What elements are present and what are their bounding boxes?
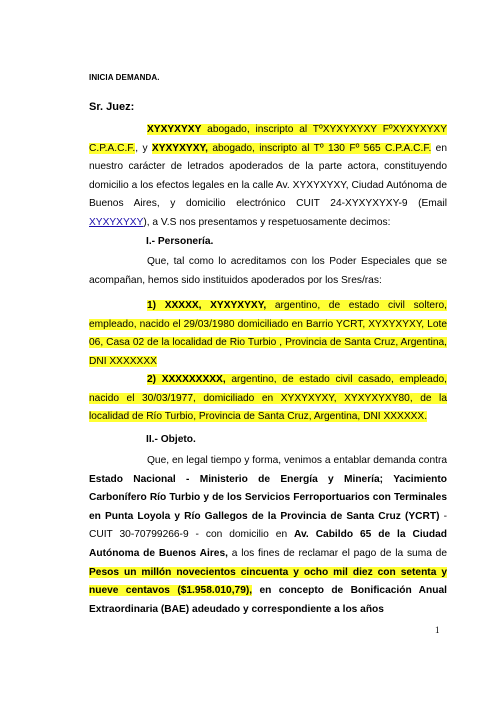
party-2-details: argentino, de estado civil casado, empleado, nacido el 30/03/1977, domiciliado en XYXYXYXY, XYXYXYXY80, de la localidad de Río Turbio, Provincia de Santa Cruz, Argentina, DNI XXXXXX. (89, 374, 447, 423)
document-header: INICIA DEMANDA. (89, 73, 160, 82)
intro-paragraph: XYXYXYXY abogado, inscripto al TºXYXYXYXY FºXYXYXYXY C.P.A.C.F., y XYXYXYXY, abogado, inscripto al Tº 130 Fº 565 C.P.A.C.F. en nuestro carácter de letrados apoderados de la parte actora, constituyendo domicilio a los efectos legales en la calle Av. XYXYXYXY, Ciudad Autónoma de Buenos Aires, y domicilio electrónico CUIT 24-XYXYXYXY-9 (Email XYXYXYXY), a V.S nos presentamos y respetuosamente decimos: (89, 124, 447, 228)
defendant-address: Av. Cabildo 65 de la Ciudad Autónoma de Buenos Aires, (89, 529, 447, 559)
party-1-label: 1) XXXXX, XYXYXYXY, (147, 300, 267, 311)
defendant-name: Estado Nacional - Ministerio de Energía y Minería; Yacimiento Carbonífero Río Turbio y de los Servicios Ferroportuarios con Terminales en Punta Loyola y Río Gallegos de la Provincia de Santa Cruz (YCRT) (89, 473, 447, 522)
party-2-label: 2) XXXXXXXXX, (147, 374, 226, 385)
party-2-paragraph (89, 371, 447, 427)
personeria-paragraph: Que, tal como lo acreditamos con los Poder Especiales que se acompañan, hemos sido instituidos apoderados por los Sres/ras: (89, 256, 447, 286)
lawyer-2-name: XYXYXYXY, (151, 142, 208, 154)
party-1-paragraph (89, 297, 447, 371)
party-1-details: argentino, de estado civil soltero, empleado, nacido el 29/03/1980 domiciliado en Barrio YCRT, XYXYXYXY, Lote 06, Casa 02 de la localidad de Rio Turbio , Provincia de Santa Cruz, Argentina, DNI XXXXXXX (89, 300, 447, 367)
lawyer-1-registration: abogado, inscripto al TºXYXYXYXY FºXYXYXYXY C.P.A.C.F. (89, 124, 447, 154)
section-heading-personeria: I.- Personería. (146, 236, 214, 247)
email-link[interactable]: XYXYXYXY (89, 216, 144, 228)
salutation: Sr. Juez: (89, 101, 135, 113)
lawyer-1-name: XYXYXYXY (147, 124, 202, 135)
page-number: 1 (435, 625, 440, 635)
objeto-paragraph: Que, en legal tiempo y forma, venimos a entablar demanda contra Estado Nacional - Ministerio de Energía y Minería; Yacimiento Carbonífero Río Turbio y de los Servicios Ferroportuarios con Terminales en Punta Loyola y Río Gallegos de la Provincia de Santa Cruz (YCRT) - CUIT 30-70799266-9 - con domicilio en Av. Cabildo 65 de la Ciudad Autónoma de Buenos Aires, a los fines de reclamar el pago de la suma de Pesos un millón novecientos cincuenta y ocho mil diez con setenta y nueve centavos ($1.958.010,79), en concepto de Bonificación Anual Extraordinaria (BAE) adeudado y correspondiente a los años (89, 455, 447, 615)
claim-amount: Pesos un millón novecientos cincuenta y ocho mil diez con setenta y nueve centavos ($1.958.010,79), (89, 566, 447, 597)
claim-concept: en concepto de Bonificación Anual Extraordinaria (BAE) adeudado y correspondiente a los años (89, 585, 447, 615)
section-heading-objeto: II.- Objeto. (146, 434, 196, 445)
lawyer-2-registration: abogado, inscripto al Tº 130 Fº 565 C.P.A.C.F. (207, 142, 432, 154)
